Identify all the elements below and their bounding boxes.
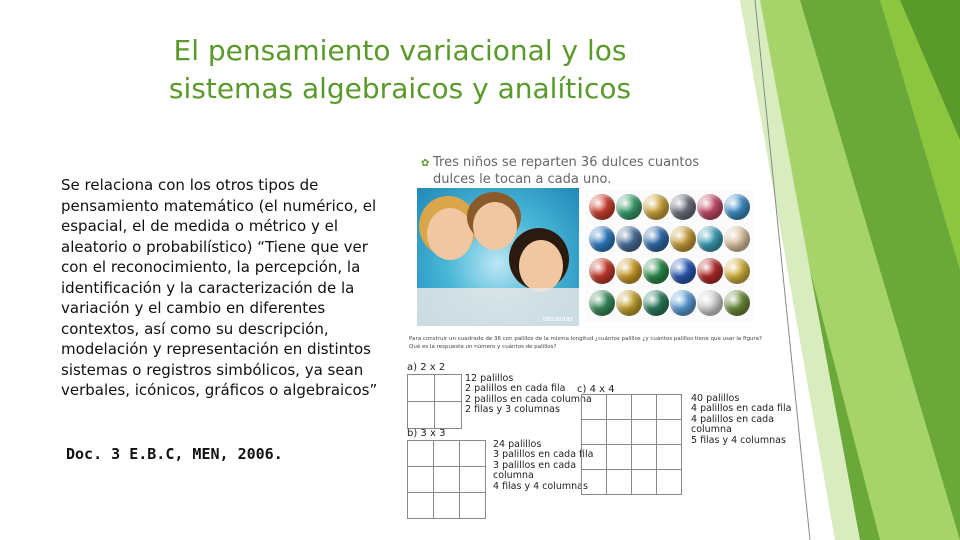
marble bbox=[670, 258, 696, 284]
photo-caption: cercanías bbox=[542, 316, 573, 323]
marble bbox=[616, 194, 642, 220]
option-c-description: 40 palillos 4 palillos en cada fila 4 palillos en cada columna 5 filas y 4 columnas bbox=[691, 393, 792, 446]
worksheet-header-1: Para construir un cuadrado de 36 con palillos de la misma longitud ¿cuántos palillos ¿y cuántos palillos tiene que usar la figura? bbox=[409, 336, 762, 342]
children-photo bbox=[417, 188, 579, 326]
marble bbox=[670, 226, 696, 252]
marble bbox=[589, 290, 615, 316]
problem-line-2: dulces le tocan a cada uno. bbox=[433, 172, 612, 187]
marbles-image bbox=[585, 190, 753, 322]
bullet-icon: ✿ bbox=[421, 158, 430, 169]
citation: Doc. 3 E.B.C, MEN, 2006. bbox=[66, 445, 283, 463]
grid-4x4 bbox=[581, 394, 682, 495]
slide-title bbox=[100, 32, 700, 108]
marble bbox=[697, 226, 723, 252]
marble bbox=[724, 194, 750, 220]
marble bbox=[643, 258, 669, 284]
option-b-label: b) 3 x 3 bbox=[407, 428, 446, 439]
problem-line-1: Tres niños se reparten 36 dulces cuantos bbox=[433, 155, 700, 170]
child-face bbox=[519, 240, 563, 292]
option-b-description: 24 palillos 3 palillos en cada fila 3 palillos en cada columna 4 filas y 4 columnas bbox=[493, 439, 594, 492]
marble bbox=[724, 290, 750, 316]
marble bbox=[643, 194, 669, 220]
marble bbox=[724, 258, 750, 284]
grid-2x2 bbox=[407, 374, 462, 429]
marble bbox=[697, 194, 723, 220]
option-a-label: a) 2 x 2 bbox=[407, 362, 446, 373]
title-line-2: sistemas algebraicos y analíticos bbox=[168, 72, 632, 105]
marble bbox=[616, 258, 642, 284]
marble bbox=[616, 226, 642, 252]
marble bbox=[616, 290, 642, 316]
marble bbox=[697, 290, 723, 316]
marble bbox=[643, 226, 669, 252]
marble bbox=[670, 290, 696, 316]
marble bbox=[724, 226, 750, 252]
title-line-1: El pensamiento variacional y los bbox=[173, 34, 627, 67]
marble bbox=[670, 194, 696, 220]
option-a-description: 12 palillos 2 palillos en cada fila 2 palillos en cada columna 2 filas y 3 columnas bbox=[465, 373, 592, 416]
marble bbox=[643, 290, 669, 316]
worksheet-image bbox=[405, 334, 792, 526]
marble bbox=[589, 194, 615, 220]
worksheet-header-2: Qué es la respuesta un número y cuántos de palillos? bbox=[409, 344, 557, 350]
marble bbox=[589, 258, 615, 284]
problem-bullet bbox=[433, 154, 733, 188]
grid-3x3 bbox=[407, 440, 486, 519]
body-paragraph: Se relaciona con los otros tipos de pensamiento matemático (el numérico, el espacial, el de medida o métrico y el aleatorio o probabilístico) “Tiene que ver con el reconocimiento, la percepción, la identificación y la caracterización de la variación y el cambio en diferentes contextos, así como su descripción, modelación y representación en distintos sistemas o registros simbólicos, ya sean verbales, icónicos, gráficos o algebraicos” bbox=[61, 176, 378, 399]
option-c-label: c) 4 x 4 bbox=[577, 384, 615, 395]
child-face bbox=[473, 202, 517, 250]
marble bbox=[697, 258, 723, 284]
marble bbox=[589, 226, 615, 252]
